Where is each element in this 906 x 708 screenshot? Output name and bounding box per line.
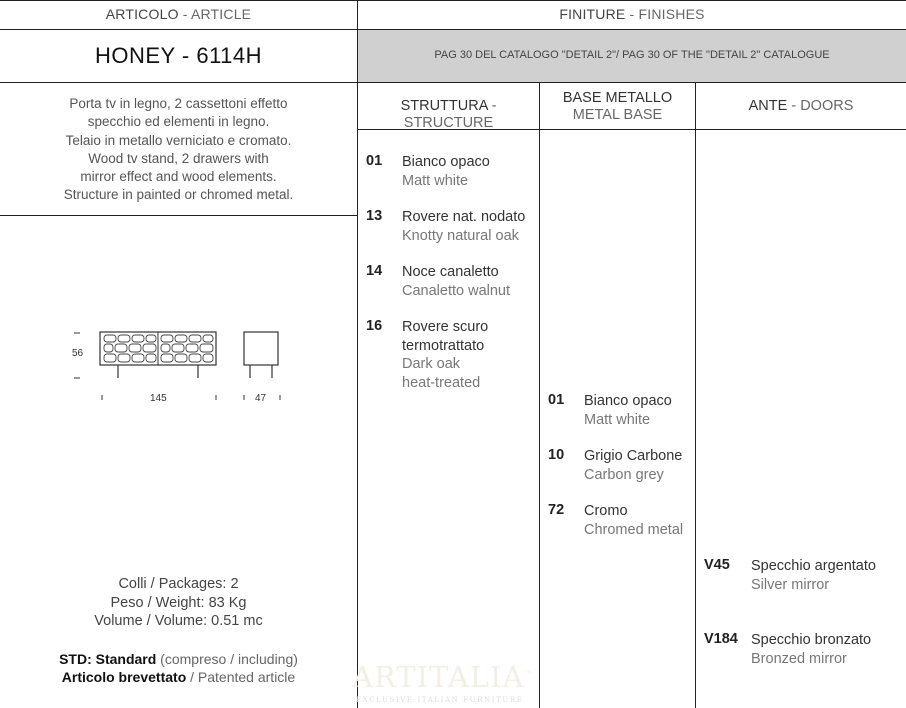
finish-name-it: Rovere scuro: [402, 319, 489, 335]
finish-name-en: Dark oak: [402, 356, 461, 372]
desc-line: mirror effect and wood elements.: [80, 169, 277, 185]
finish-name-it: Rovere nat. nodato: [402, 209, 526, 225]
desc-line: Telaio in metallo verniciato e cromato.: [65, 132, 292, 148]
std-label: STD: Standard: [59, 651, 157, 667]
finish-code: V184: [704, 631, 738, 647]
finish-names: [402, 318, 488, 392]
finish-name-en: Bronzed mirror: [751, 650, 847, 667]
col-doors-it: ANTE: [748, 98, 788, 114]
finish-name-it: Specchio bronzato: [751, 632, 872, 648]
finish-code: 10: [548, 447, 565, 463]
finish-code: 16: [366, 318, 383, 334]
finish-name-it: Noce canaletto: [402, 264, 499, 280]
finishes-header-en: FINISHES: [638, 6, 705, 22]
finish-names: [584, 392, 672, 429]
finish-name-en: heat-treated: [402, 374, 481, 391]
standard-info: [0, 650, 357, 686]
finish-names: [402, 153, 490, 190]
finish-doors-v45: [704, 557, 904, 597]
finish-code: 01: [366, 153, 383, 169]
finish-name-it: Bianco opaco: [584, 393, 672, 409]
finish-name-en: Carbon grey: [584, 466, 664, 483]
product-title: HONEY - 6114H: [94, 43, 263, 68]
finish-code: 72: [548, 502, 565, 518]
finish-names: [584, 502, 683, 539]
divider-doors: [695, 82, 696, 708]
patent-line: [0, 668, 357, 686]
finish-name-en: Knotty natural oak: [402, 227, 519, 244]
desc-line: Structure in painted or chromed metal.: [63, 187, 294, 203]
finish-name-en: Matt white: [584, 411, 651, 428]
desc-bottom-line: [0, 215, 357, 216]
finish-base-72: [548, 502, 693, 542]
volume: Volume / Volume: 0.51 mc: [94, 613, 263, 629]
logo-tm: ™: [524, 669, 534, 679]
article-header-en: ARTICLE: [190, 6, 252, 22]
col-header-doors: [696, 98, 906, 115]
catalog-reference: PAG 30 DEL CATALOGO "DETAIL 2"/ PAG 30 OF THE "DETAIL 2" CATALOGUE: [434, 49, 830, 61]
finishes-header: [358, 6, 906, 22]
finishes-header-it: FINITURE: [559, 6, 626, 22]
dimension-depth: 47: [255, 393, 267, 404]
article-header-sep: -: [178, 6, 191, 22]
finish-name-it: Specchio argentato: [751, 558, 876, 574]
article-header-it: ARTICOLO: [105, 6, 179, 22]
finish-code: 01: [548, 392, 565, 408]
finish-structure-16: [366, 318, 536, 398]
finish-names: [402, 208, 525, 245]
logo-tagline: EXCLUSIVE ITALIAN FURNITURE: [356, 696, 524, 704]
col-doors-en: DOORS: [800, 98, 854, 114]
finish-names: [751, 557, 876, 594]
finish-name-it: termotrattato: [402, 337, 485, 354]
finish-base-10: [548, 447, 693, 487]
col-structure-sep: -: [487, 98, 497, 114]
logo-wordmark: [352, 660, 533, 694]
finish-name-en: Chromed metal: [584, 521, 684, 538]
dimension-width: 145: [150, 393, 167, 404]
frame-top-line: [0, 0, 906, 1]
finish-name-it: Grigio Carbone: [584, 448, 683, 464]
finish-name-en: Canaletto walnut: [402, 282, 511, 299]
dimension-height: 56: [72, 348, 84, 359]
finishes-header-sep: -: [625, 6, 639, 22]
product-description: [0, 95, 357, 205]
patent-label: Articolo brevettato: [61, 669, 187, 685]
finish-names: [402, 263, 510, 300]
finish-name-en: Matt white: [402, 172, 469, 189]
col-doors-sep: -: [787, 98, 801, 114]
col-header-base: [540, 90, 695, 124]
col-base-en: METAL BASE: [572, 107, 663, 123]
finish-structure-14: [366, 263, 536, 303]
divider-base: [539, 82, 540, 708]
finish-structure-13: [366, 208, 536, 248]
finish-base-01: [548, 392, 693, 432]
finish-name-en: Silver mirror: [751, 576, 830, 593]
finish-code: V45: [704, 557, 730, 573]
finish-name-it: Bianco opaco: [402, 154, 490, 170]
std-line: [0, 650, 357, 668]
packages-count: Colli / Packages: 2: [118, 576, 239, 592]
desc-line: Wood tv stand, 2 drawers with: [88, 150, 269, 166]
finish-structure-01: [366, 153, 536, 193]
weight: Peso / Weight: 83 Kg: [110, 594, 247, 611]
finish-code: 13: [366, 208, 383, 224]
article-header: [0, 6, 357, 22]
finish-names: [584, 447, 682, 484]
std-note: (compreso / including): [156, 651, 298, 667]
logo-brand: ARTITALIA: [352, 660, 525, 694]
desc-line: Porta tv in legno, 2 cassettoni effetto: [69, 96, 288, 111]
finish-name-it: Cromo: [584, 503, 628, 519]
col-header-structure: [358, 98, 539, 132]
col-structure-en: STRUCTURE: [403, 115, 494, 131]
col-structure-it: STRUTTURA: [400, 98, 488, 114]
col-base-it: BASE METALLO: [562, 90, 673, 106]
title-bottom-line: [0, 82, 906, 83]
finish-code: 14: [366, 263, 383, 279]
artitalia-logo: [352, 660, 552, 708]
patent-note: / Patented article: [186, 669, 296, 685]
finish-doors-v184: [704, 631, 904, 671]
packaging-info: [0, 575, 357, 631]
finish-names: [751, 631, 871, 668]
product-drawing: [68, 325, 298, 405]
desc-line: specchio ed elementi in legno.: [87, 114, 270, 130]
